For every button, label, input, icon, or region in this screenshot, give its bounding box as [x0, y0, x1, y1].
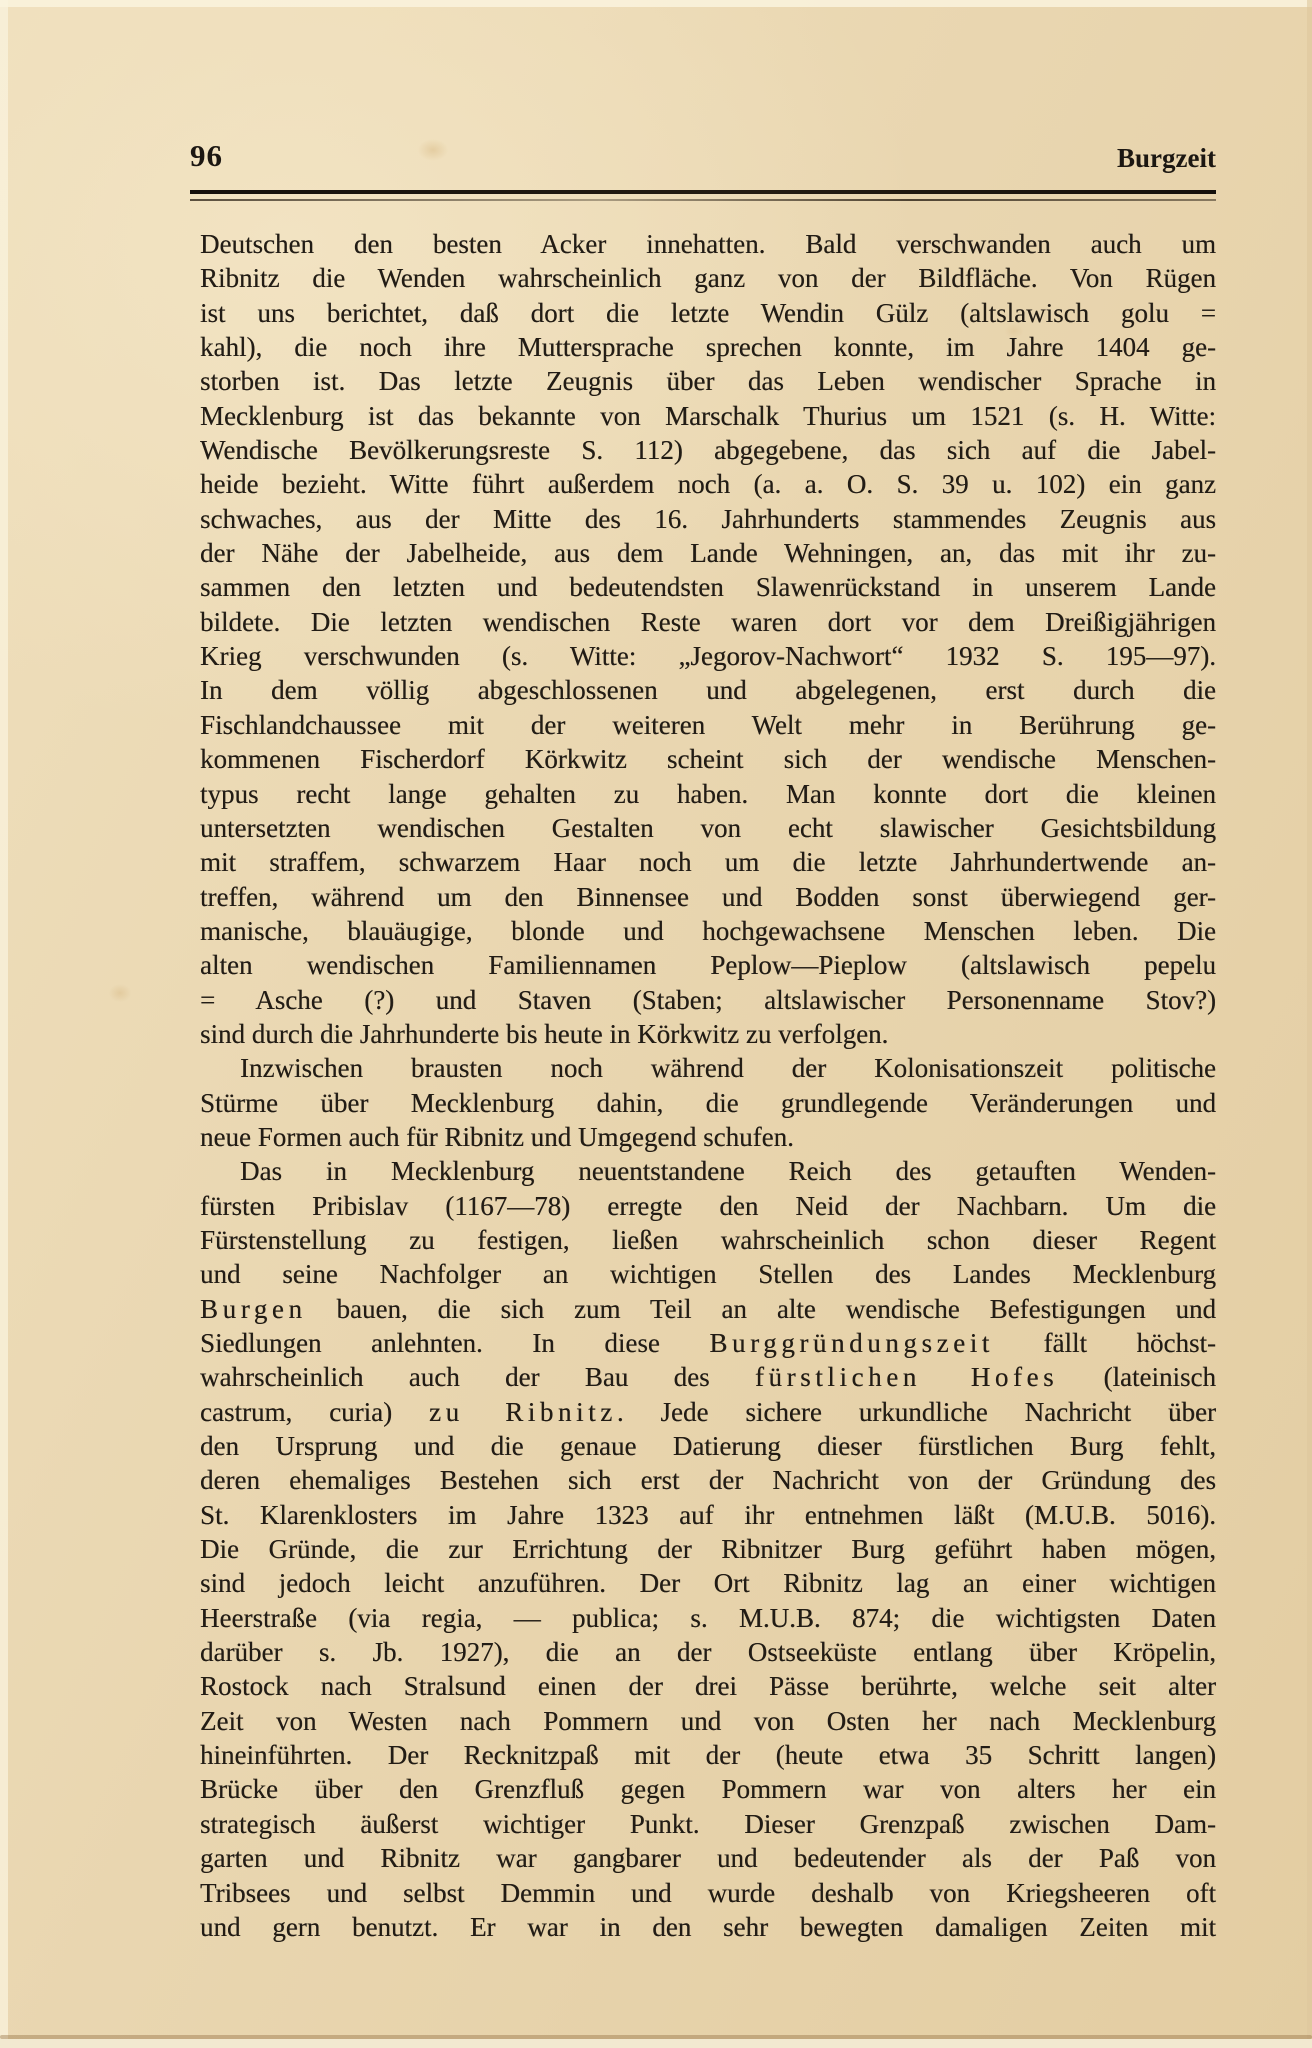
text-line: [200, 914, 1216, 948]
text-line: [200, 1292, 1216, 1326]
text-segment: deren ehemaliges Bestehen sich erst der Nachricht von der Gründung des: [200, 1465, 1216, 1496]
text-segment: (lateinisch: [1058, 1362, 1216, 1393]
text-segment: Die Gründe, die zur Errichtung der Ribnitzer Burg geführt haben mögen,: [200, 1534, 1216, 1565]
text-line: [200, 1910, 1216, 1944]
text-segment: In dem völlig abgeschlossenen und abgelegenen, erst durch die: [200, 675, 1216, 706]
text-segment: Deutschen den besten Acker innehatten. Bald verschwanden auch um: [200, 229, 1216, 259]
text-segment: bildete. Die letzten wendischen Reste waren dort vor dem Dreißigjährigen: [200, 606, 1216, 637]
text-segment: Zeit von Westen nach Pommern und von Osten her nach Mecklenburg: [200, 1705, 1216, 1736]
letter-spaced-text: Burggründungszeit: [709, 1328, 994, 1358]
text-line: [200, 1223, 1216, 1257]
text-segment: castrum, curia): [200, 1396, 430, 1427]
text-line: [200, 948, 1216, 982]
text-segment: Fürstenstellung zu festigen, ließen wahrscheinlich schon dieser Regent: [200, 1224, 1216, 1255]
text-segment: fürsten Pribislav (1167—78) erregte den Neid der Nachbarn. Um die: [200, 1190, 1216, 1221]
text-line: [200, 1772, 1216, 1806]
text-segment: Ribnitz die Wenden wahrscheinlich ganz von der Bildfläche. Von Rügen: [200, 263, 1216, 294]
text-segment: . Jede sichere urkundliche Nachricht über: [616, 1396, 1216, 1427]
header-rule-thin: [190, 199, 1216, 201]
text-segment: Inzwischen brausten noch während der Kolonisationszeit politische: [240, 1053, 1216, 1084]
paragraph: [200, 1154, 1216, 1944]
text-line: [200, 1463, 1216, 1497]
text-line: [200, 1704, 1216, 1738]
text-segment: Wendische Bevölkerungsreste S. 112) abgegebene, das sich auf die Jabel-: [200, 435, 1216, 466]
page-number: 96: [190, 138, 223, 173]
text-segment: Krieg verschwunden (s. Witte: „Jegorov-Nachwort“ 1932 S. 195—97).: [200, 641, 1216, 672]
text-segment: Siedlungen anlehnten. In diese: [200, 1328, 710, 1358]
text-line: [200, 708, 1216, 742]
text-segment: typus recht lange gehalten zu haben. Man konnte dort die kleinen: [200, 778, 1216, 809]
text-segment: darüber s. Jb. 1927), die an der Ostseeküste entlang über Kröpelin,: [200, 1637, 1216, 1668]
header-rule-thick: [190, 190, 1216, 194]
text-segment: untersetzten wendischen Gestalten von echt slawischer Gesichtsbildung: [200, 812, 1216, 843]
text-line: [200, 433, 1216, 467]
text-segment: Tribsees und selbst Demmin und wurde deshalb von Kriegsheeren oft: [200, 1877, 1216, 1908]
page-header: [190, 138, 1216, 174]
text-segment: storben ist. Das letzte Zeugnis über das Leben wendischer Sprache in: [200, 366, 1216, 397]
text-segment: sind jedoch leicht anzuführen. Der Ort Ribnitz lag an einer wichtigen: [200, 1568, 1216, 1599]
text-line: [200, 845, 1216, 879]
scan-edge-right: [1307, 0, 1312, 2048]
text-line: [200, 1154, 1216, 1188]
page-body-text: [200, 227, 1216, 1944]
text-segment: schwaches, aus der Mitte des 16. Jahrhunderts stammendes Zeugnis aus: [200, 503, 1216, 534]
text-segment: manische, blauäugige, blonde und hochgewachsene Menschen leben. Die: [200, 915, 1216, 946]
text-line: [200, 227, 1216, 261]
text-line: [200, 673, 1216, 707]
paragraph: [200, 1051, 1216, 1154]
text-segment: Stürme über Mecklenburg dahin, die grundlegende Veränderungen und: [200, 1087, 1216, 1118]
text-line: [200, 811, 1216, 845]
text-segment: sind durch die Jahrhunderte bis heute in Körkwitz zu verfolgen.: [200, 1018, 889, 1049]
running-header: Burgzeit: [1117, 143, 1216, 173]
text-line: [200, 1566, 1216, 1600]
text-segment: Mecklenburg ist das bekannte von Marschalk Thurius um 1521 (s. H. Witte:: [200, 400, 1216, 431]
text-segment: Fischlandchaussee mit der weiteren Welt mehr in Berührung ge-: [200, 709, 1216, 740]
letter-spaced-text: zu Ribnitz: [429, 1396, 617, 1427]
text-segment: kahl), die noch ihre Muttersprache sprechen konnte, im Jahre 1404 ge-: [200, 332, 1216, 363]
text-segment: St. Klarenklosters im Jahre 1323 auf ihr entnehmen läßt (M.U.B. 5016).: [200, 1499, 1216, 1530]
text-segment: fällt höchst-: [993, 1328, 1216, 1358]
text-line: [200, 467, 1216, 501]
text-segment: ist uns berichtet, daß dort die letzte Wendin Gülz (altslawisch golu =: [200, 297, 1216, 328]
text-line: [200, 1601, 1216, 1635]
text-line: [200, 502, 1216, 536]
text-line: [200, 1841, 1216, 1875]
text-line: [200, 1326, 1216, 1360]
letter-spaced-text: Burgen: [200, 1293, 307, 1324]
text-segment: Heerstraße (via regia, — publica; s. M.U.B. 874; die wichtigsten Daten: [200, 1602, 1216, 1633]
text-line: [200, 1017, 1216, 1051]
text-segment: sammen den letzten und bedeutendsten Slawenrückstand in unserem Lande: [200, 572, 1216, 603]
text-line: [200, 296, 1216, 330]
text-line: [200, 1807, 1216, 1841]
text-line: [200, 330, 1216, 364]
text-line: [200, 777, 1216, 811]
text-line: [200, 1086, 1216, 1120]
text-line: [200, 1669, 1216, 1703]
text-segment: den Ursprung und die genaue Datierung dieser fürstlichen Burg fehlt,: [200, 1431, 1216, 1462]
text-segment: wahrscheinlich auch der Bau des: [200, 1362, 755, 1393]
text-segment: und gern benutzt. Er war in den sehr bewegten damaligen Zeiten mit: [200, 1911, 1216, 1942]
letter-spaced-text: fürstlichen Hofes: [754, 1362, 1059, 1393]
text-line: [200, 1498, 1216, 1532]
text-segment: alten wendischen Familiennamen Peplow—Pieplow (altslawisch pepelu: [200, 950, 1216, 981]
scan-edge-top: [0, 0, 1312, 7]
text-segment: garten und Ribnitz war gangbarer und bedeutender als der Paß von: [200, 1843, 1216, 1874]
text-segment: heide bezieht. Witte führt außerdem noch (a. a. O. S. 39 u. 102) ein ganz: [200, 469, 1216, 500]
text-line: [200, 742, 1216, 776]
text-segment: kommenen Fischerdorf Körkwitz scheint sich der wendische Menschen-: [200, 744, 1216, 775]
text-segment: Brücke über den Grenzfluß gegen Pommern war von alters her ein: [200, 1774, 1216, 1805]
text-line: [200, 983, 1216, 1017]
text-line: [200, 1532, 1216, 1566]
text-line: [200, 880, 1216, 914]
scan-edge-left: [0, 0, 8, 2048]
text-line: [200, 364, 1216, 398]
text-line: [200, 1360, 1216, 1394]
text-segment: bauen, die sich zum Teil an alte wendische Befestigungen und: [306, 1293, 1216, 1324]
text-line: [200, 399, 1216, 433]
text-line: [200, 1635, 1216, 1669]
text-line: [200, 1429, 1216, 1463]
text-line: [200, 1189, 1216, 1223]
text-segment: und seine Nachfolger an wichtigen Stellen des Landes Mecklenburg: [200, 1259, 1216, 1290]
text-line: [200, 261, 1216, 295]
text-line: [200, 570, 1216, 604]
text-segment: strategisch äußerst wichtiger Punkt. Dieser Grenzpaß zwischen Dam-: [200, 1808, 1216, 1839]
page-bottom-edge-shadow: [0, 2035, 1312, 2039]
text-segment: Rostock nach Stralsund einen der drei Pässe berührte, welche seit alter: [200, 1671, 1216, 1702]
text-line: [200, 605, 1216, 639]
text-segment: mit straffem, schwarzem Haar noch um die letzte Jahrhundertwende an-: [200, 847, 1216, 878]
text-segment: hineinführten. Der Recknitzpaß mit der (heute etwa 35 Schritt langen): [200, 1740, 1216, 1771]
text-line: [200, 1051, 1216, 1085]
text-segment: treffen, während um den Binnensee und Bodden sonst überwiegend ger-: [200, 881, 1216, 912]
text-line: [200, 1257, 1216, 1291]
text-line: [200, 1738, 1216, 1772]
paragraph: [200, 227, 1216, 1051]
text-line: [200, 639, 1216, 673]
text-line: [200, 1876, 1216, 1910]
text-line: [200, 1120, 1216, 1154]
text-segment: Das in Mecklenburg neuentstandene Reich des getauften Wenden-: [240, 1156, 1216, 1187]
text-line: [200, 536, 1216, 570]
text-segment: neue Formen auch für Ribnitz und Umgegend schufen.: [200, 1121, 794, 1152]
text-segment: der Nähe der Jabelheide, aus dem Lande Wehningen, an, das mit ihr zu-: [200, 538, 1216, 569]
text-line: [200, 1395, 1216, 1429]
scan-edge-bottom: [0, 2039, 1312, 2048]
text-segment: = Asche (?) und Staven (Staben; altslawischer Personenname Stov?): [200, 984, 1216, 1015]
